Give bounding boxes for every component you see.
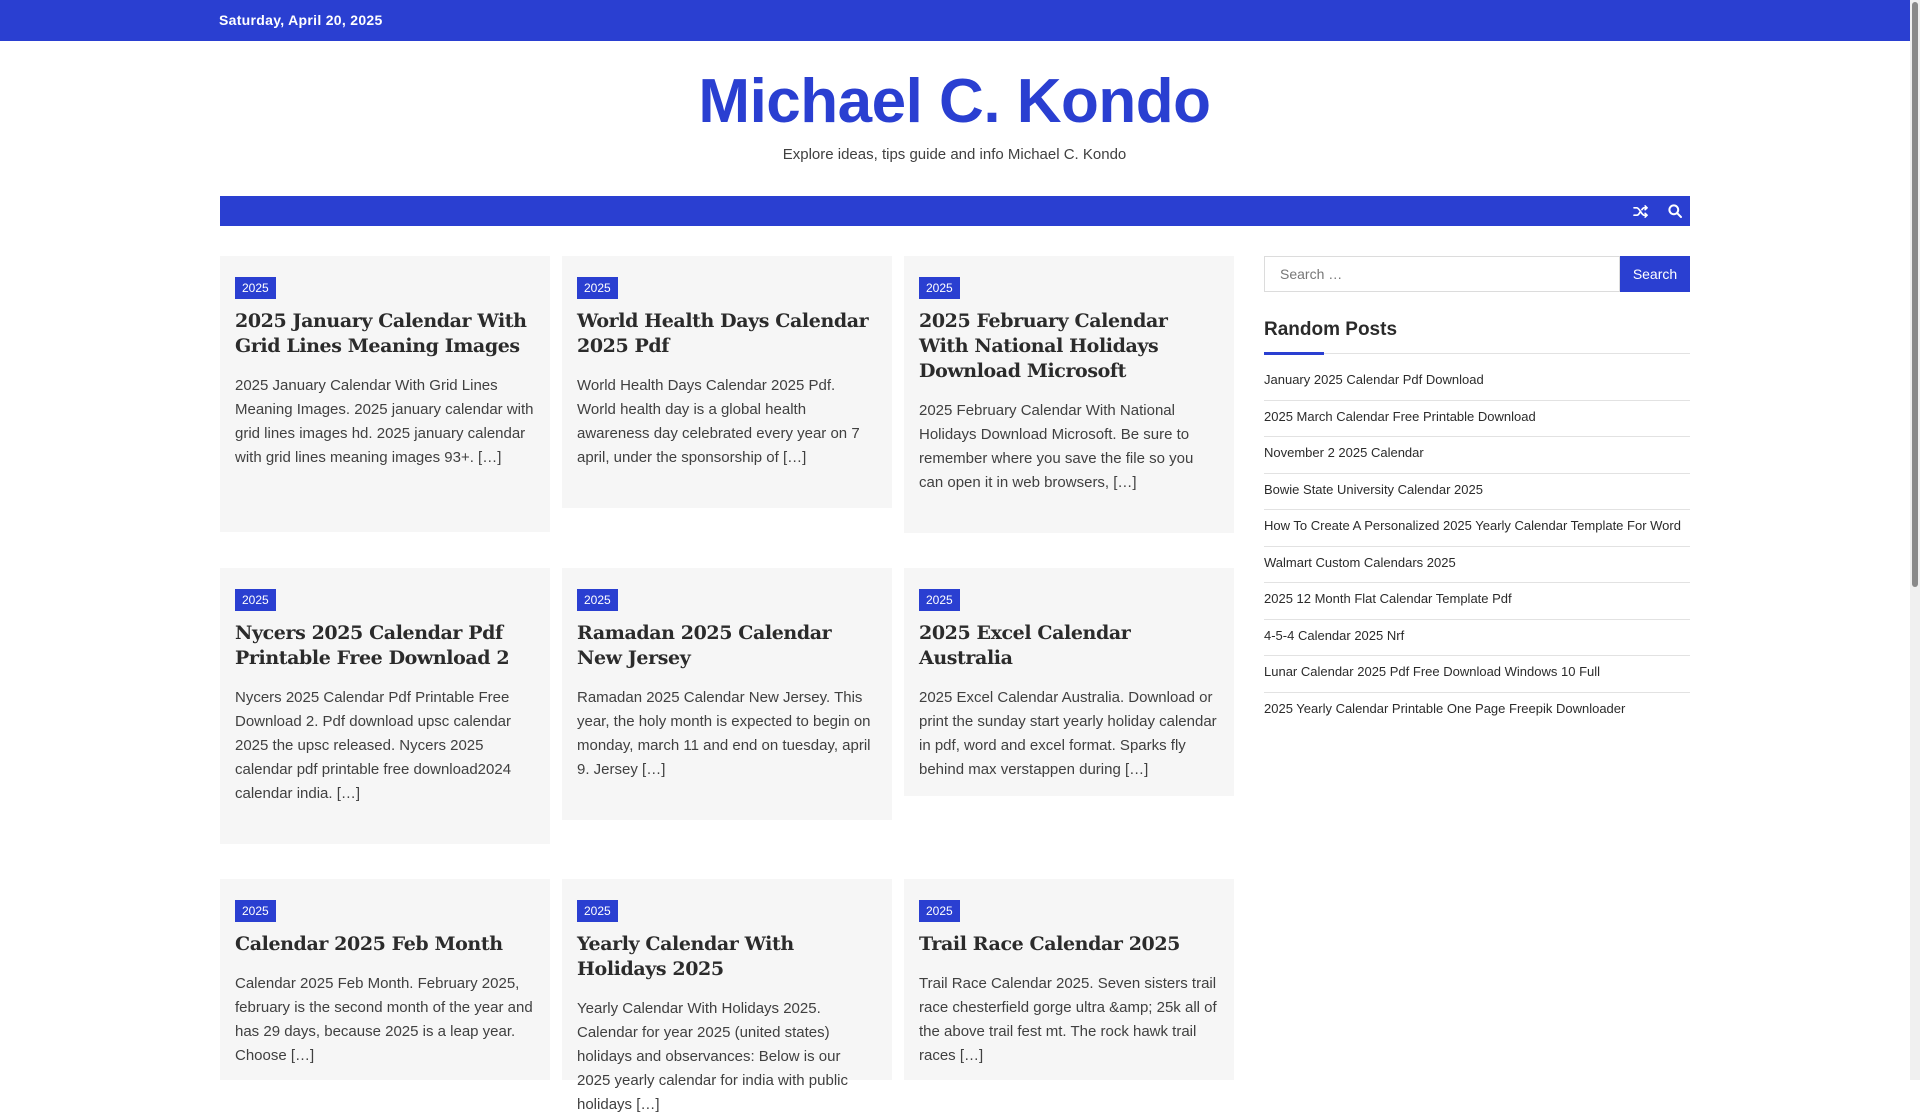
- random-post-link[interactable]: 4-5-4 Calendar 2025 Nrf: [1264, 620, 1690, 657]
- random-post-link[interactable]: How To Create A Personalized 2025 Yearly Calendar Template For Word: [1264, 510, 1690, 547]
- post-excerpt: 2025 January Calendar With Grid Lines Meaning Images. 2025 january calendar with grid lines images hd. 2025 january calendar with grid lines meaning images 93+. […]: [235, 377, 534, 466]
- post-title[interactable]: Ramadan 2025 Calendar New Jersey: [577, 622, 832, 669]
- category-badge[interactable]: 2025: [577, 589, 618, 611]
- post-card: [904, 879, 1234, 1080]
- post-title[interactable]: Yearly Calendar With Holidays 2025: [577, 933, 794, 980]
- post-title[interactable]: 2025 Excel Calendar Australia: [919, 622, 1131, 669]
- category-badge[interactable]: 2025: [919, 900, 960, 922]
- post-excerpt: Calendar 2025 Feb Month. February 2025, february is the second month of the year and has 29 days, because 2025 is a leap year. Choose […]: [235, 975, 533, 1064]
- sidebar-search-input[interactable]: [1264, 256, 1620, 292]
- site-branding: [219, 60, 1690, 163]
- sidebar-search-button[interactable]: Search: [1620, 256, 1690, 292]
- post-card: [562, 568, 892, 820]
- post-title[interactable]: Trail Race Calendar 2025: [919, 933, 1180, 955]
- category-badge[interactable]: 2025: [919, 277, 960, 299]
- shuffle-icon[interactable]: [1625, 196, 1655, 226]
- post-card: [562, 256, 892, 508]
- post-card: [562, 879, 892, 1113]
- site-description: Explore ideas, tips guide and info Michael C. Kondo: [782, 146, 1127, 163]
- page-scrollbar[interactable]: [1910, 0, 1920, 1080]
- random-post-link[interactable]: Lunar Calendar 2025 Pdf Free Download Windows 10 Full: [1264, 656, 1690, 693]
- sidebar: [1264, 256, 1690, 729]
- post-excerpt: World Health Days Calendar 2025 Pdf. World health day is a global health awareness day celebrated every year on 7 april, under the sponsorship of […]: [577, 377, 860, 466]
- search-icon[interactable]: [1660, 196, 1690, 226]
- post-card: [904, 256, 1234, 533]
- post-title[interactable]: World Health Days Calendar 2025 Pdf: [577, 310, 869, 357]
- random-post-link[interactable]: 2025 12 Month Flat Calendar Template Pdf: [1264, 583, 1690, 620]
- category-badge[interactable]: 2025: [235, 277, 276, 299]
- category-badge[interactable]: 2025: [235, 900, 276, 922]
- post-title[interactable]: Nycers 2025 Calendar Pdf Printable Free Download 2: [235, 622, 510, 669]
- category-badge[interactable]: 2025: [577, 277, 618, 299]
- post-card: [220, 879, 550, 1080]
- category-badge[interactable]: 2025: [235, 589, 276, 611]
- category-badge[interactable]: 2025: [577, 900, 618, 922]
- random-post-link[interactable]: Walmart Custom Calendars 2025: [1264, 547, 1690, 584]
- current-date: Saturday, April 20, 2025: [219, 12, 383, 28]
- post-title[interactable]: 2025 January Calendar With Grid Lines Meaning Images: [235, 310, 527, 357]
- top-bar: [0, 0, 1910, 41]
- random-post-link[interactable]: Bowie State University Calendar 2025: [1264, 474, 1690, 511]
- post-title[interactable]: Calendar 2025 Feb Month: [235, 933, 503, 955]
- random-posts-list: [1264, 364, 1690, 729]
- post-excerpt: 2025 Excel Calendar Australia. Download or print the sunday start yearly holiday calendar in pdf, word and excel format. Sparks fly behind max verstappen during […]: [919, 689, 1217, 778]
- sidebar-search-form: [1264, 256, 1690, 292]
- post-excerpt: Nycers 2025 Calendar Pdf Printable Free Download 2. Pdf download upsc calendar 2025 the upsc released. Nycers 2025 calendar pdf printable free download2024 calendar india. […]: [235, 689, 512, 802]
- post-excerpt: Ramadan 2025 Calendar New Jersey. This year, the holy month is expected to begin on monday, march 11 and end on tuesday, april 9. Jersey […]: [577, 689, 871, 778]
- random-post-link[interactable]: November 2 2025 Calendar: [1264, 437, 1690, 474]
- post-excerpt: Yearly Calendar With Holidays 2025. Calendar for year 2025 (united states) holidays and observances: Below is our 2025 yearly calendar for india with public holidays […]: [577, 1000, 848, 1113]
- random-post-link[interactable]: 2025 March Calendar Free Printable Download: [1264, 401, 1690, 438]
- post-title[interactable]: 2025 February Calendar With National Holidays Download Microsoft: [919, 310, 1168, 382]
- random-posts-heading: Random Posts: [1264, 319, 1690, 354]
- post-card: [220, 256, 550, 532]
- random-post-link[interactable]: January 2025 Calendar Pdf Download: [1264, 364, 1690, 401]
- post-excerpt: Trail Race Calendar 2025. Seven sisters trail race chesterfield gorge ultra &amp; 25k all of the above trail fest mt. The rock hawk trail races […]: [919, 975, 1217, 1064]
- category-badge[interactable]: 2025: [919, 589, 960, 611]
- scrollbar-thumb[interactable]: [1912, 2, 1918, 587]
- post-card: [220, 568, 550, 844]
- post-card: [904, 568, 1234, 796]
- site-title-link[interactable]: Michael C. Kondo: [698, 67, 1211, 136]
- main-navigation: [220, 196, 1690, 226]
- post-excerpt: 2025 February Calendar With National Holidays Download Microsoft. Be sure to remember where you save the file so you can open it in web browsers, […]: [919, 402, 1194, 491]
- random-post-link[interactable]: 2025 Yearly Calendar Printable One Page Freepik Downloader: [1264, 700, 1626, 716]
